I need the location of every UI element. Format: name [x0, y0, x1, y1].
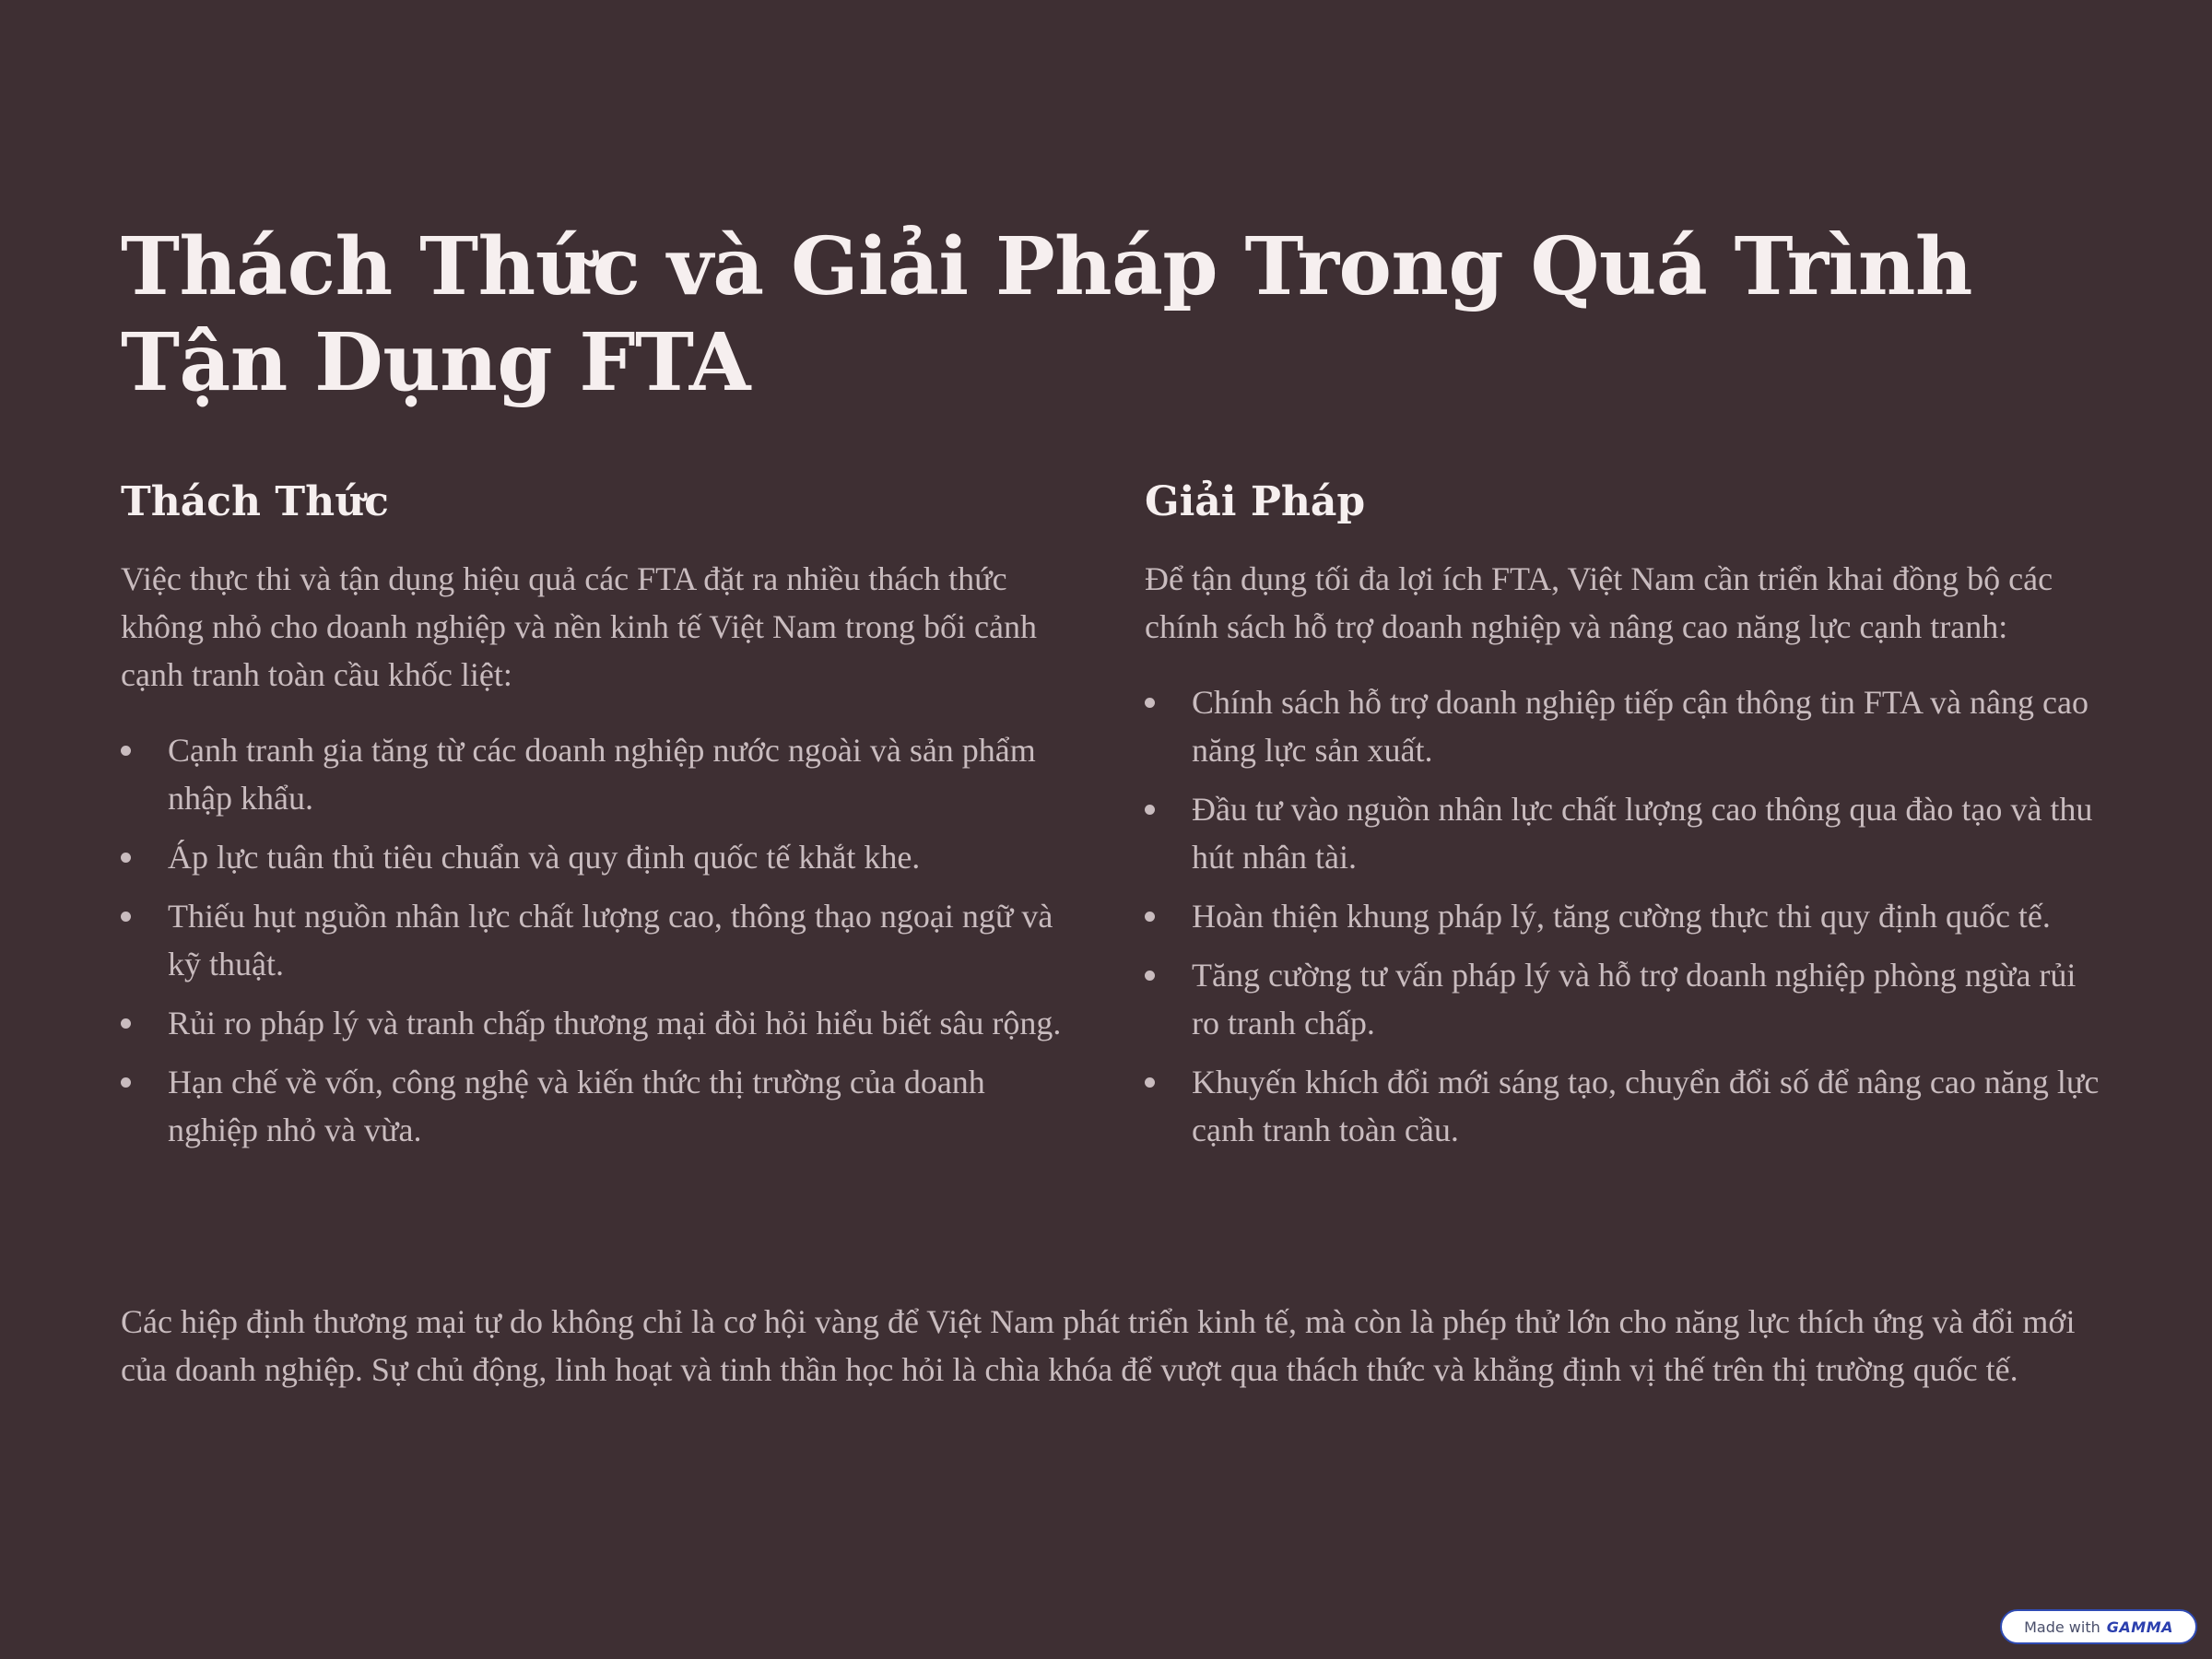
bullet-icon — [121, 746, 131, 756]
list-item — [121, 726, 1070, 822]
bullet-icon — [121, 853, 131, 863]
list-item — [121, 833, 1070, 881]
bullet-icon — [121, 912, 131, 922]
badge-prefix: Made with — [2024, 1618, 2100, 1636]
solutions-list — [1145, 678, 2103, 1154]
list-item-text: Cạnh tranh gia tăng từ các doanh nghiệp nước ngoài và sản phẩm nhập khẩu. — [168, 732, 1036, 817]
list-item — [121, 999, 1070, 1047]
challenges-heading: Thách Thức — [121, 478, 389, 525]
bullet-icon — [1145, 912, 1155, 922]
solutions-intro: Để tận dụng tối đa lợi ích FTA, Việt Nam cần triển khai đồng bộ các chính sách hỗ trợ doanh nghiệp và nâng cao năng lực cạnh tranh: — [1145, 560, 2053, 645]
solutions-heading: Giải Pháp — [1145, 478, 1366, 525]
two-column-section — [121, 477, 2100, 1242]
list-item-text: Rủi ro pháp lý và tranh chấp thương mại đòi hỏi hiểu biết sâu rộng. — [168, 1005, 1062, 1041]
challenges-intro: Việc thực thi và tận dụng hiệu quả các FTA đặt ra nhiều thách thức không nhỏ cho doanh nghiệp và nền kinh tế Việt Nam trong bối cảnh cạnh tranh toàn cầu khốc liệt: — [121, 560, 1037, 693]
solutions-column — [1145, 477, 2103, 1165]
list-item — [1145, 892, 2103, 940]
bullet-icon — [1145, 698, 1155, 708]
bullet-icon — [1145, 805, 1155, 815]
list-item-text: Hoàn thiện khung pháp lý, tăng cường thực thi quy định quốc tế. — [1192, 898, 2051, 935]
bullet-icon — [1145, 1077, 1155, 1088]
slide-content — [121, 219, 2100, 1242]
made-with-gamma-badge[interactable] — [2000, 1609, 2197, 1644]
list-item — [121, 1058, 1070, 1154]
page-title: Thách Thức và Giải Pháp Trong Quá Trình Tận Dụng FTA — [121, 220, 1972, 409]
list-item-text: Khuyến khích đổi mới sáng tạo, chuyển đổi số để nâng cao năng lực cạnh tranh toàn cầu. — [1192, 1064, 2100, 1148]
list-item — [1145, 785, 2103, 881]
bullet-icon — [121, 1018, 131, 1029]
list-item-text: Thiếu hụt nguồn nhân lực chất lượng cao, thông thạo ngoại ngữ và kỹ thuật. — [168, 898, 1053, 982]
gamma-logo-icon: GAMMA — [2106, 1618, 2173, 1636]
conclusion-paragraph: Các hiệp định thương mại tự do không chỉ là cơ hội vàng để Việt Nam phát triển kinh tế, mà còn là phép thử lớn cho năng lực thích ứng và đổi mới của doanh nghiệp. Sự chủ động, linh hoạt và tinh thần học hỏi là chìa khóa để vượt qua thách thức và khẳng định vị thế trên thị trường quốc tế. — [121, 1303, 2076, 1388]
list-item — [121, 892, 1070, 988]
list-item — [1145, 951, 2103, 1047]
challenges-list — [121, 726, 1070, 1154]
challenges-column — [121, 477, 1070, 1165]
list-item — [1145, 1058, 2103, 1154]
list-item-text: Áp lực tuân thủ tiêu chuẩn và quy định quốc tế khắt khe. — [168, 839, 921, 876]
bullet-icon — [121, 1077, 131, 1088]
list-item-text: Chính sách hỗ trợ doanh nghiệp tiếp cận thông tin FTA và nâng cao năng lực sản xuất. — [1192, 684, 2088, 769]
list-item-text: Đầu tư vào nguồn nhân lực chất lượng cao thông qua đào tạo và thu hút nhân tài. — [1192, 791, 2093, 876]
list-item-text: Hạn chế về vốn, công nghệ và kiến thức thị trường của doanh nghiệp nhỏ và vừa. — [168, 1064, 985, 1148]
list-item-text: Tăng cường tư vấn pháp lý và hỗ trợ doanh nghiệp phòng ngừa rủi ro tranh chấp. — [1192, 957, 2077, 1041]
list-item — [1145, 678, 2103, 774]
bullet-icon — [1145, 971, 1155, 981]
